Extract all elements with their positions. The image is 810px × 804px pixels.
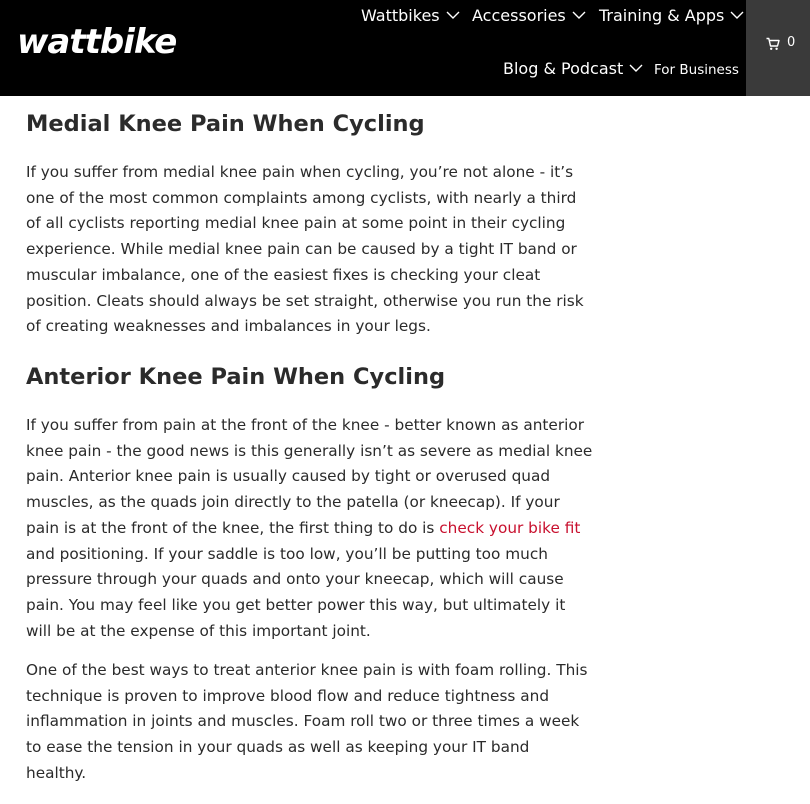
shopping-cart-icon xyxy=(766,36,780,55)
nav-accessories-label: Accessories xyxy=(472,6,566,25)
cart-button[interactable] xyxy=(746,0,810,96)
paragraph-text-before-link: If you suffer from pain at the front of the knee - better known as anterior knee pain - the good news is this generally isn’t as severe as medial knee pain. Anterior knee pain is usually caused by tight or overused quad muscles, as the quads join directly to the patella (or kneecap). If your pain is at the front of the knee, the first thing to do is xyxy=(26,416,593,537)
heading-medial-knee-pain: Medial Knee Pain When Cycling xyxy=(26,111,425,137)
nav-accessories[interactable] xyxy=(472,6,586,26)
nav-blog-podcast-label: Blog & Podcast xyxy=(503,59,624,78)
nav-wattbikes-label: Wattbikes xyxy=(361,6,440,25)
paragraph-text-after-link: and positioning. If your saddle is too low, you’ll be putting too much pressure through your quads and onto your kneecap, which will cause pain. You may feel like you get better power this way, but ultimately it will be at the expense of this important joint. xyxy=(26,544,566,640)
chevron-down-icon xyxy=(446,5,460,25)
cart-count: 0 xyxy=(787,35,796,50)
nav-wattbikes[interactable] xyxy=(361,6,460,26)
nav-blog-podcast[interactable] xyxy=(503,59,643,79)
chevron-down-icon xyxy=(572,5,586,25)
paragraph-anterior-knee-pain xyxy=(26,413,594,644)
nav-training-apps-label: Training & Apps xyxy=(599,6,725,25)
site-header xyxy=(0,0,810,96)
nav-for-business[interactable]: For Business xyxy=(654,62,739,78)
paragraph-foam-rolling: One of the best ways to treat anterior knee pain is with foam rolling. This technique is proven to improve blood flow and reduce tightness and inflammation in joints and muscles. Foam roll two or three times a week to ease the tension in your quads as well as keeping your IT band healthy. xyxy=(26,661,588,782)
chevron-down-icon xyxy=(629,58,643,78)
chevron-down-icon xyxy=(730,5,744,25)
paragraph-medial-knee-pain: If you suffer from medial knee pain when cycling, you’re not alone - it’s one of the most common complaints among cyclists, with nearly a third of all cyclists reporting medial knee pain at some point in their cycling experience. While medial knee pain can be caused by a tight IT band or muscular imbalance, one of the easiest fixes is checking your cleat position. Cleats should always be set straight, otherwise you run the risk of creating weaknesses and imbalances in your legs. xyxy=(26,163,584,336)
nav-training-apps[interactable] xyxy=(599,6,744,26)
heading-anterior-knee-pain: Anterior Knee Pain When Cycling xyxy=(26,364,446,390)
wattbike-logo[interactable]: wattbike xyxy=(17,22,177,62)
check-bike-fit-link[interactable]: check your bike fit xyxy=(439,518,581,537)
